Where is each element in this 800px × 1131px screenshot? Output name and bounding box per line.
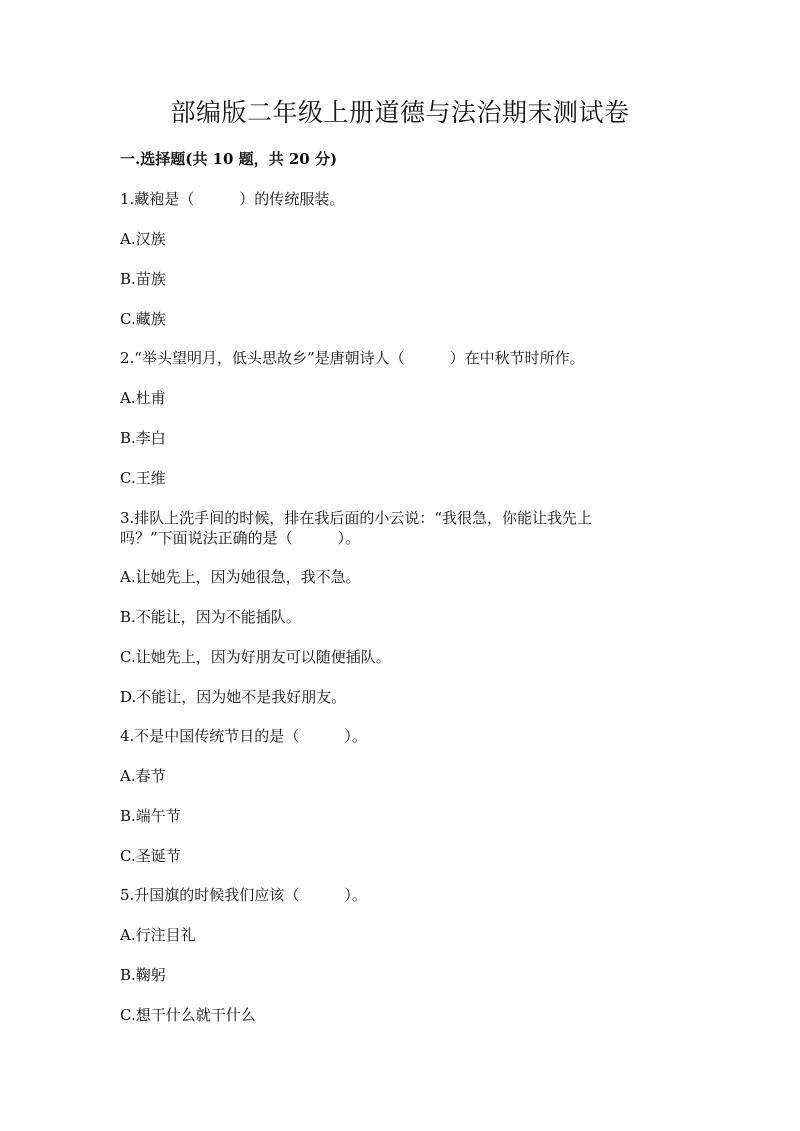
- question-3-option-c: C.让她先上，因为好朋友可以随便插队。: [120, 648, 391, 666]
- question-5-stem: 5.升国旗的时候我们应该（ ）。: [120, 886, 367, 904]
- question-5-option-a: A.行注目礼: [120, 926, 196, 944]
- question-3-option-b: B.不能让，因为不能插队。: [120, 608, 301, 626]
- section-heading: 一.选择题(共 10 题，共 20 分): [120, 150, 338, 168]
- question-1-option-b: B.苗族: [120, 270, 166, 288]
- question-2-option-a: A.杜甫: [120, 389, 166, 407]
- question-1-stem: 1.藏袍是（ ）的传统服装。: [120, 190, 345, 208]
- question-3-stem-line-2: 吗？”下面说法正确的是（ ）。: [120, 529, 361, 547]
- page-title: 部编版二年级上册道德与法治期末测试卷: [170, 98, 630, 127]
- question-3-stem-line-1: 3.排队上洗手间的时候，排在我后面的小云说：“我很急，你能让我先上: [120, 509, 592, 527]
- question-4-stem: 4.不是中国传统节日的是（ ）。: [120, 727, 367, 745]
- question-4-option-c: C.圣诞节: [120, 847, 181, 865]
- question-2-stem: 2.“举头望明月，低头思故乡”是唐朝诗人（ ）在中秋节时所作。: [120, 349, 585, 367]
- question-2-option-b: B.李白: [120, 429, 166, 447]
- question-5-option-b: B.鞠躬: [120, 966, 166, 984]
- question-2-option-c: C.王维: [120, 469, 166, 487]
- question-4-option-a: A.春节: [120, 767, 166, 785]
- question-4-option-b: B.端午节: [120, 807, 181, 825]
- question-1-option-a: A.汉族: [120, 230, 166, 248]
- question-3-option-d: D.不能让，因为她不是我好朋友。: [120, 688, 347, 706]
- question-5-option-c: C.想干什么就干什么: [120, 1006, 256, 1024]
- question-1-option-c: C.藏族: [120, 310, 166, 328]
- question-3-option-a: A.让她先上，因为她很急，我不急。: [120, 568, 361, 586]
